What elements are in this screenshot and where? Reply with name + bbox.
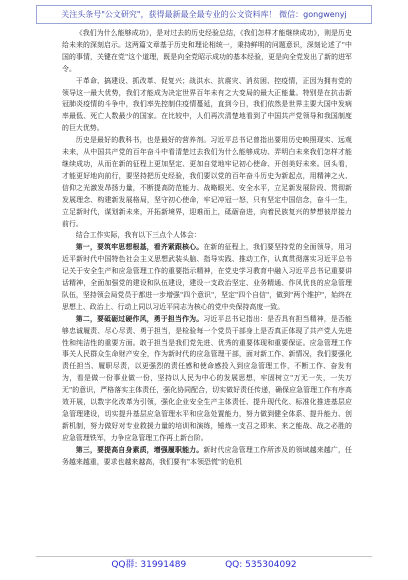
paragraph-7 (62, 445, 352, 469)
paragraph-2: 干革命、搞建设、抓改革、促复兴；战洪水、抗震灾、消贫困、控疫情，正因为拥有党的领导这一最大优势，我们才能成为决定世界百年未有之大变局的最大正能量。特别是在抗击新冠肺炎疫情的斗争中，我们率先控制住疫情蔓延，直到今日，我们依然是世界主要大国中发病率最低、死亡人数最少的国家。在比较中，人们再次清楚地看到了中国共产党领导和我国制度的巨大优势。 (62, 76, 352, 133)
paragraph-5 (62, 242, 352, 313)
page-footer (36, 556, 372, 575)
paragraph-1: 《我们为什么能够成功》，是对过去的历史经验总结，《我们怎样才能继续成功》，则是历史给未来的深刻启示。这两篇文章基于历史和理论相统一，秉持鲜明的问题意识，深刻论述了"中国的事情，关键在党"这个道理，既是向全党昭示成功的基本经验，更是向全党发出了新的进军令。 (62, 29, 352, 73)
paragraph-7-body: 新时代应急管理工作所涉及的领域越来越广，任务越来越重，要求也越来越高，我们要有"本领恐慌"的危机 (62, 445, 352, 466)
paragraph-6-body: 习近平总书记指出：是否具有担当精神，是否能够忠诚履责、尽心尽责、勇于担当，是检验每一个党员干部身上是否真正体现了共产党人先进性和纯洁性的重要方面。敢于担当是我们党先进、优秀的重要体现和重要保证。应急管理工作事关人民群众生命财产安全，作为新时代的应急管理干部，面对新工作、新情况，我们要强化责任担当、履职尽责，以更强烈的责任感和使命感投入到应急管理工作，不断工作、奋发有为，看是做一份事业做一份，坚持以人民为中心的发展思想，牢固树立"万无一失，一失万无"的意识，严格落实主体责任，强化协同配合，切实做好责任传递，确保应急管理工作有序高效开展，以数字化改革为引领，强化企业安全生产主体责任、提升现代化、标准化推进基层应急管理建设，切实提升基层应急管理水平和应急处置能力，努力做到健全体系、提升能力、创新机制，努力做好对专业救援力量的培训和演练，锤炼一支召之即来、来之能战、战之必胜的应急管理铁军，力争应急管理工作再上新台阶。 (62, 314, 352, 442)
paragraph-6-lead: 第二，要砥砺过硬作风，勇于担当作为。 (75, 314, 204, 323)
document-body (62, 28, 352, 469)
paragraph-5-body: 在新的征程上，我们要坚持党的全面领导，用习近平新时代中国特色社会主义思想武装头脑、指导实践、推动工作，认真贯彻落实习近平总书记关于安全生产和应急管理工作的重要指示精神，在党史学习教育中融入习近平总书记重要讲话精神，全面加强党的建设和队伍建设，建设一支政治坚定、业务精通、作风优良的应急管理队伍，坚持领会局党员于都进一步增强"四个意识"，坚定"四个自信"，做到"两个维护"，始终在思想上、政治上、行动上同以习近平同志为核心的党中央保持高度一致。 (62, 243, 352, 311)
paragraph-7-lead: 第三，要提高自身素质，增强履职能力。 (75, 445, 204, 454)
footer-qq-group: QQ群: 31991489 (111, 560, 187, 570)
paragraph-5-lead: 第一，要筑牢思想根基，看齐紧跟核心。 (75, 243, 204, 252)
page-header-banner: 关注头条号"公文研究"，获得最新最全最专业的公文资料库！ 微信：gongwenyj (36, 5, 372, 24)
paragraph-3: 历史是最好的教科书，也是最好的营养剂。习近平总书记曾指出要用历史映照现实、远观未来，从中国共产党的百年奋斗中看清楚过去我们为什么能够成功、弄明白未来我们怎样才能继续成功，从而在新的征程上更加坚定、更加自觉地牢记初心使命、开创美好未来。回头看，才能更好地向前行，要坚持把历史经验，我们要以党的百年奋斗历史为新起点，用精神之火、信仰之光激发昂扬力量，不断提高防范能力、战略眼光、安全水平，立足新发展阶段、贯彻新发展理念、构建新发展格局，坚守初心使命，牢记冲冠一怒，只有坚定中国信念，奋斗一生，立足新时代，谋划新未来，开拓新境界，迎难而上，砥砺奋进，向着民族复兴的梦想彼岸接力前行。 (62, 136, 352, 228)
footer-qq: QQ: 535304092 (225, 560, 297, 570)
paragraph-4: 结合工作实际，我有以下三点个人体会： (75, 231, 201, 240)
paragraph-6 (62, 314, 352, 445)
